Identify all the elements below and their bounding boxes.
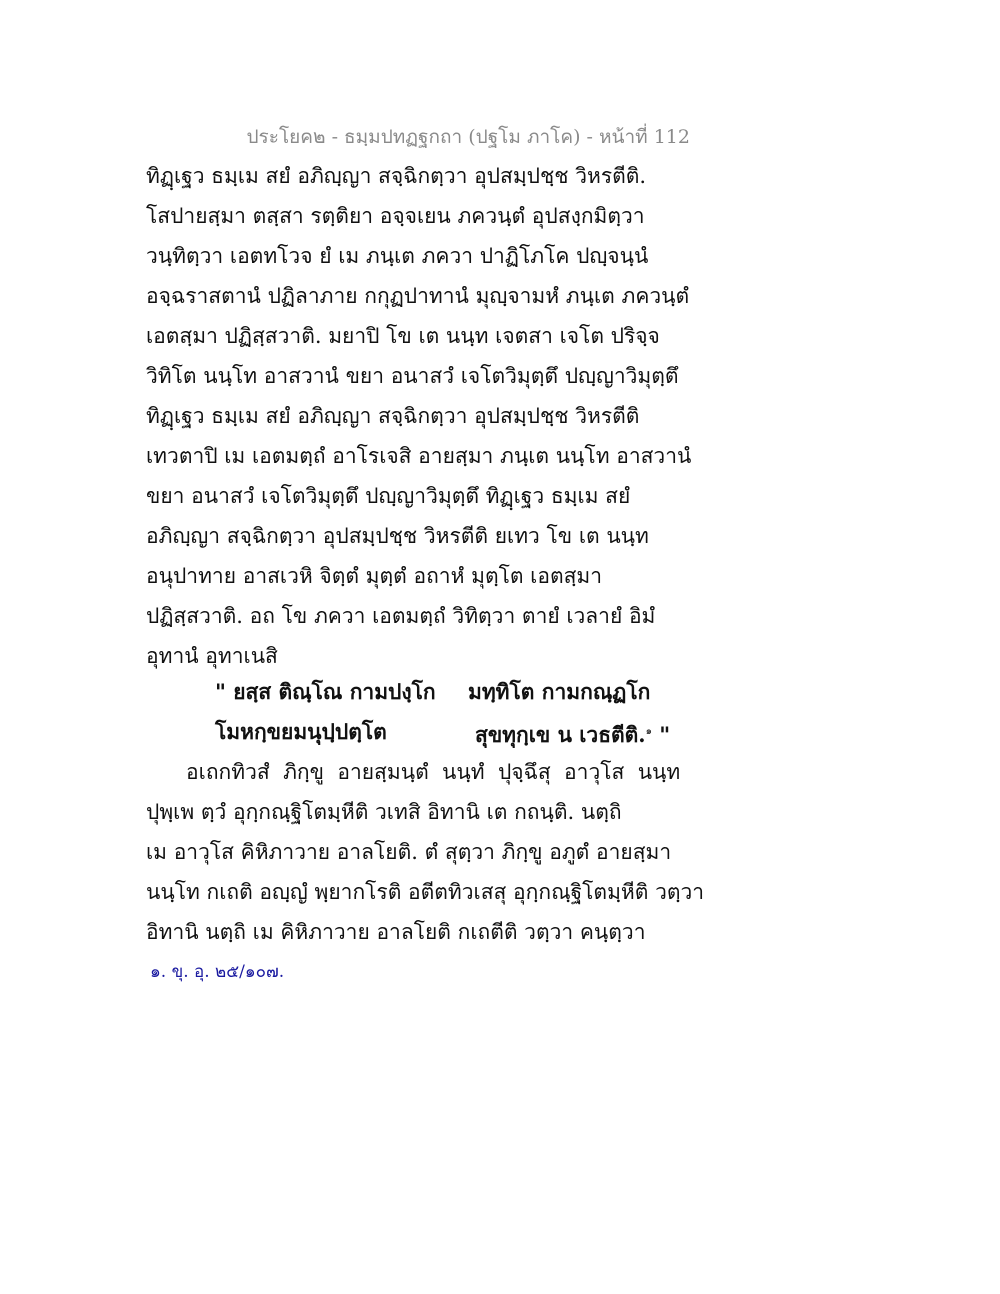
verse-hemistich: โมหกฺขยมนุปฺปตฺโต	[215, 719, 387, 744]
text-line: อนุปาทาย อาสเวหิ จิตฺตํ มุตฺตํ อถาหํ มุตฺโต เอตสฺมา	[146, 564, 603, 588]
text-line: โสปายสฺมา ตสฺสา รตฺติยา อจฺจเยน ภควนฺตํ อุปสงฺกมิตฺวา	[146, 204, 645, 228]
text-line: อุทานํ อุทาเนสิ	[146, 644, 278, 668]
page-header: ประโยค๒ - ธมฺมปทฏฐกถา (ปฐโม ภาโค) - หน้าที่ 112	[246, 126, 690, 148]
text-line: อเถกทิวสํ ภิกฺขู อายสฺมนฺตํ นนฺทํ ปุจฺฉึสุ อาวุโส นนฺท	[146, 760, 681, 784]
text-line: วนฺทิตฺวา เอตทโวจ ยํ เม ภนฺเต ภควา ปาฏิโภโค ปญฺจนฺนํ	[146, 244, 649, 268]
verse-hemistich	[475, 712, 670, 755]
verse-line-2	[0, 712, 671, 752]
text-line: เทวตาปิ เม เอตมตฺถํ อาโรเจสิ อายสฺมา ภนฺเต นนฺโท อาสวานํ	[146, 444, 692, 468]
text-line: อจฺฉราสตานํ ปฏิลาภาย กกุฏปาทานํ มุญฺจามหํ ภนฺเต ภควนฺตํ	[146, 284, 690, 308]
text-line: ขยา อนาสวํ เจโตวิมุตฺตึ ปญฺญาวิมุตฺตึ ทิฏฺเฐว ธมฺเม สยํ	[146, 484, 631, 508]
verse-close-quote: "	[651, 722, 671, 747]
verse-hemistich: " ยสฺส ติณฺโณ กามปงฺโก	[215, 679, 436, 704]
text-line: ปฏิสฺสวาติ. อถ โข ภควา เอตมตฺถํ วิทิตฺวา ตายํ เวลายํ อิมํ	[146, 604, 656, 628]
text-line: อภิญฺญา สจฺฉิกตฺวา อุปสมฺปชฺช วิหรตีติ ยเทว โข เต นนฺท	[146, 524, 649, 548]
text-line: วิทิโต นนฺโท อาสวานํ ขยา อนาสวํ เจโตวิมุตฺตึ ปญฺญาวิมุตฺตึ	[146, 364, 679, 388]
verse-text: สุขทุกฺเข น เวธตีติ.	[475, 722, 646, 747]
paragraph-2	[146, 752, 705, 952]
text-line: เม อาวุโส คิหิภาวาย อาลโยติ. ตํ สุตฺวา ภิกฺขู อภูตํ อายสฺมา	[146, 840, 672, 864]
verse-line-1	[0, 672, 651, 712]
text-line: นนฺโท กเถติ อญฺญํ พฺยากโรติ อตีตทิวเสสุ อุกฺกณฺฐิโตมฺหีติ วตฺวา	[146, 880, 705, 904]
text-line: ทิฏฺเฐว ธมฺเม สยํ อภิญฺญา สจฺฉิกตฺวา อุปสมฺปชฺช วิหรตีติ.	[146, 164, 647, 188]
text-line: อิทานิ นตฺถิ เม คิหิภาวาย อาลโยติ กเถตีติ วตฺวา คนฺตฺวา	[146, 920, 646, 944]
text-line: ปุพฺเพ ตฺวํ อุกฺกณฺฐิโตมฺหีติ วเทสิ อิทานิ เต กถนฺติ. นตฺถิ	[146, 800, 622, 824]
paragraph-1	[146, 156, 692, 676]
footnote: ๑. ขุ. อุ. ๒๕/๑๐๗.	[150, 962, 285, 982]
verse-hemistich: มทฺทิโต กามกณฺฏโก	[468, 679, 651, 704]
text-line: เอตสฺมา ปฏิสฺสวาติ. มยาปิ โข เต นนฺท เจตสา เจโต ปริจฺจ	[146, 324, 660, 348]
text-line: ทิฏฺเฐว ธมฺเม สยํ อภิญฺญา สจฺฉิกตฺวา อุปสมฺปชฺช วิหรตีติ	[146, 404, 640, 428]
footnote-ref: ๑	[645, 726, 652, 737]
